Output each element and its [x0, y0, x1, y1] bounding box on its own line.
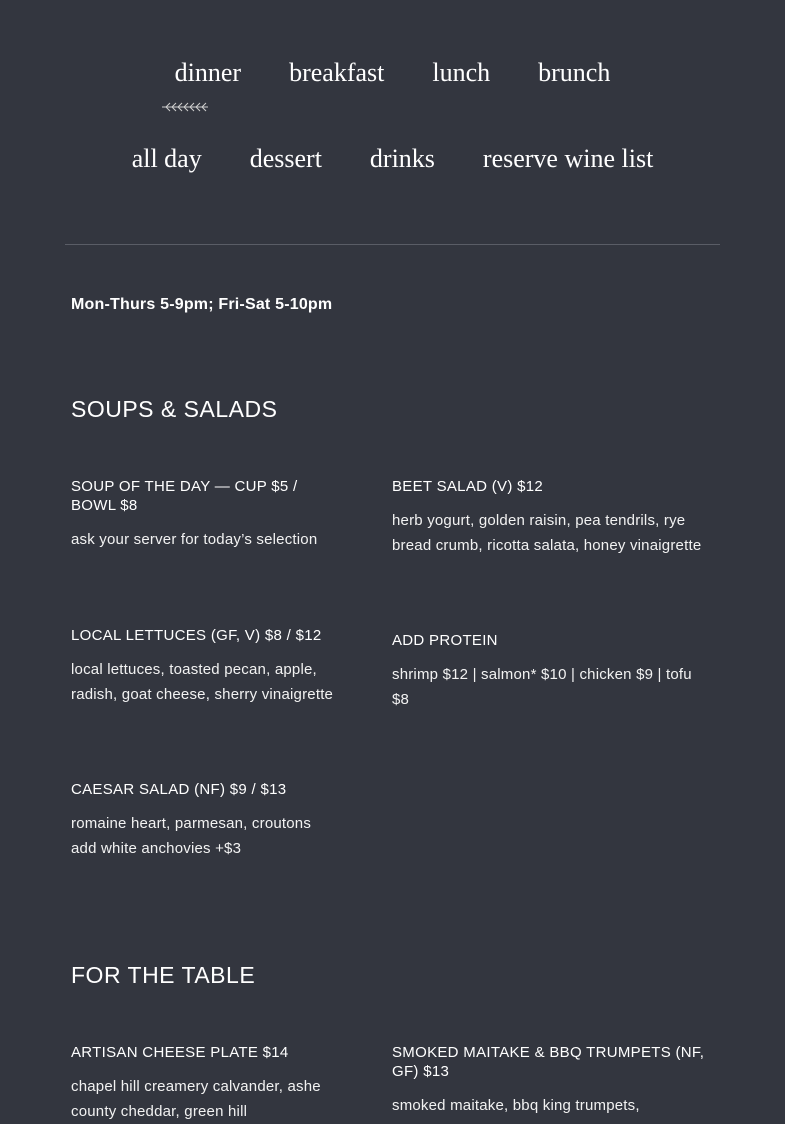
section-title-for-the-table: FOR THE TABLE	[71, 962, 256, 988]
menu-item	[392, 631, 710, 712]
menu-item-description	[71, 812, 341, 861]
menu-item	[392, 477, 710, 558]
menu-item	[71, 477, 341, 553]
menu-item-desc-line: chapel hill creamery calvander, ashe county cheddar, green hill	[71, 1078, 321, 1120]
menu-item-description	[392, 1094, 710, 1119]
menu-item-desc-line: herb yogurt, golden raisin, pea tendrils, rye bread crumb, ricotta salata, honey vinaigrette	[392, 512, 702, 554]
menu-item-desc-line: add white anchovies +$3	[71, 839, 242, 857]
nav-link-dessert[interactable]: dessert	[249, 144, 322, 173]
nav-link-brunch[interactable]: brunch	[538, 58, 611, 87]
menu-item-description	[71, 528, 341, 553]
menu-item-name: BEET SALAD (V) $12	[392, 478, 544, 495]
hours-text: Mon-Thurs 5-9pm; Fri-Sat 5-10pm	[71, 296, 333, 313]
nav-link-breakfast[interactable]: breakfast	[289, 58, 385, 87]
nav-link-all-day[interactable]: all day	[131, 144, 202, 173]
nav-link-lunch[interactable]: lunch	[432, 58, 491, 87]
menu-nav-secondary	[0, 142, 785, 176]
menu-item-desc-line: local lettuces, toasted pecan, apple, radish, goat cheese, sherry vinaigrette	[71, 661, 334, 703]
section-divider	[65, 244, 720, 245]
menu-nav-primary	[0, 56, 785, 90]
active-tab-marker-icon	[160, 100, 210, 114]
section-title-soups-salads: SOUPS & SALADS	[71, 396, 278, 422]
menu-item-description	[392, 509, 710, 558]
menu-item	[71, 780, 341, 861]
menu-item-name: SMOKED MAITAKE & BBQ TRUMPETS (NF, GF) $13	[392, 1044, 705, 1080]
menu-item-name: CAESAR SALAD (NF) $9 / $13	[71, 781, 287, 798]
menu-item-desc-line: romaine heart, parmesan, croutons	[71, 815, 312, 832]
menu-item-desc-line: ask your server for today’s selection	[71, 531, 318, 548]
menu-item-description	[71, 1075, 341, 1124]
menu-item	[392, 1043, 710, 1119]
menu-item-description	[71, 658, 341, 707]
menu-item-name: ARTISAN CHEESE PLATE $14	[71, 1044, 289, 1061]
menu-item-desc-line: shrimp $12 | salmon* $10 | chicken $9 | tofu $8	[392, 666, 692, 708]
menu-item-desc-line: smoked maitake, bbq king trumpets,	[392, 1097, 640, 1114]
menu-item-name: LOCAL LETTUCES (GF, V) $8 / $12	[71, 627, 322, 644]
nav-link-drinks[interactable]: drinks	[369, 144, 435, 173]
menu-item-description	[392, 663, 710, 712]
menu-item-name: SOUP OF THE DAY — CUP $5 / BOWL $8	[71, 478, 298, 514]
menu-item	[71, 1043, 341, 1124]
nav-link-reserve-wine-list[interactable]: reserve wine list	[482, 144, 654, 173]
menu-item	[71, 626, 341, 707]
nav-link-dinner[interactable]: dinner	[174, 58, 242, 87]
menu-item-name: ADD PROTEIN	[392, 632, 498, 649]
